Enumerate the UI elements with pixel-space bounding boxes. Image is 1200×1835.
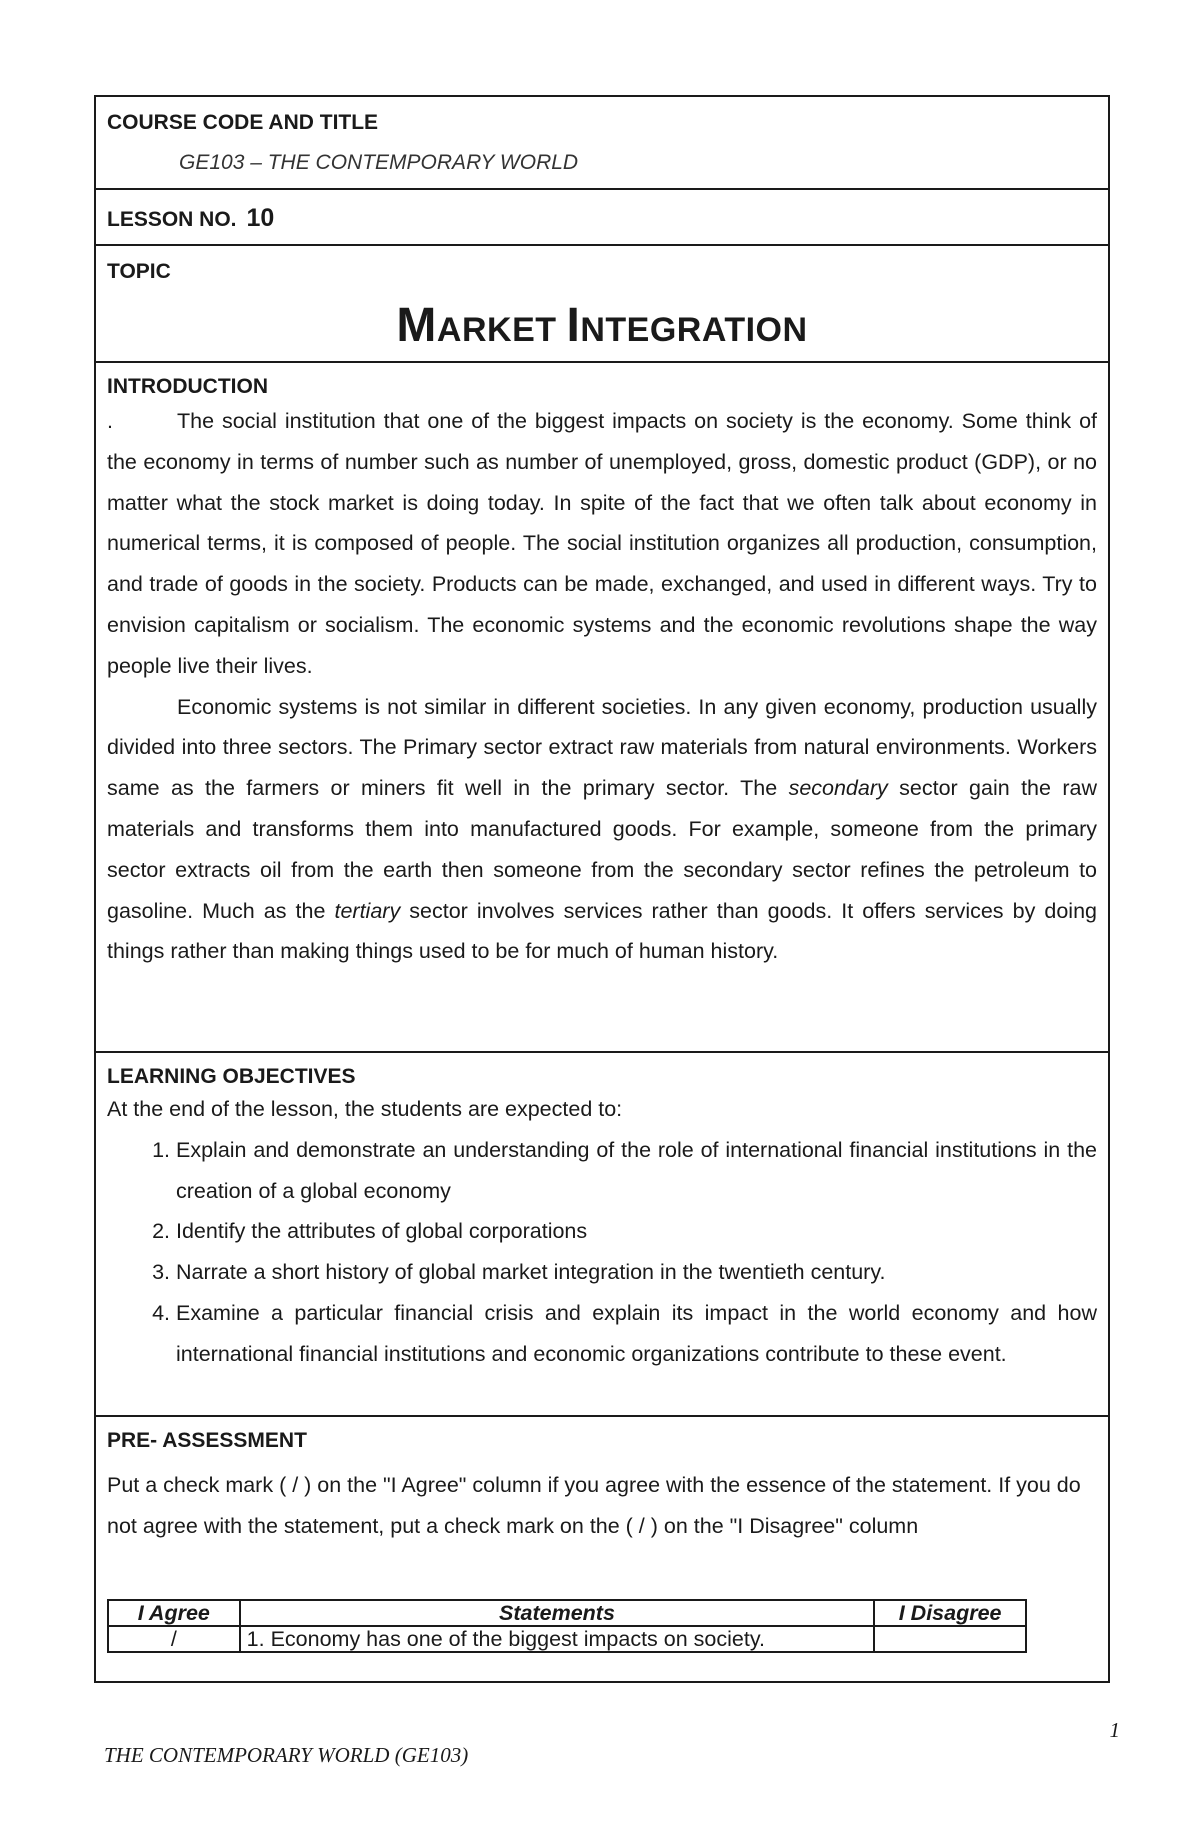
topic-section — [94, 244, 1110, 361]
header-statements: Statements — [240, 1600, 875, 1626]
lesson-page — [94, 95, 1110, 1683]
objective-item: 1. Explain and demonstrate an understanding of the role of international financial institutions in the creation of a global economy — [176, 1130, 1097, 1212]
lesson-label: LESSON NO. — [107, 208, 237, 231]
introduction-section — [94, 361, 1110, 1051]
objectives-label: LEARNING OBJECTIVES — [107, 1065, 356, 1088]
course-section — [94, 95, 1110, 188]
table-row — [108, 1626, 1026, 1652]
objective-item: 4. Examine a particular financial crisis and explain its impact in the world economy and how international financial institutions and economic organizations contribute to these event. — [176, 1293, 1097, 1375]
topic-title: MARKET INTEGRATION — [396, 299, 808, 352]
preassessment-instructions: Put a check mark ( / ) on the "I Agree" column if you agree with the essence of the statement. If you do not agree with the statement, put a check mark on the ( / ) on the "I Disagree" column — [107, 1473, 1081, 1538]
objective-item: 3. Narrate a short history of global market integration in the twentieth century. — [176, 1252, 1097, 1293]
header-i-disagree: I Disagree — [874, 1600, 1026, 1626]
lesson-row — [107, 204, 1097, 233]
objective-item: 2. Identify the attributes of global corporations — [176, 1211, 1097, 1252]
lesson-number: 10 — [246, 204, 275, 232]
preassessment-label: PRE- ASSESSMENT — [107, 1429, 307, 1452]
objectives-list — [107, 1130, 1097, 1375]
cell-statement: 1. Economy has one of the biggest impacts on society. — [240, 1626, 875, 1652]
cell-disagree[interactable] — [874, 1626, 1026, 1652]
page-number: 1 — [1109, 1718, 1120, 1742]
introduction-label: INTRODUCTION — [107, 375, 268, 398]
topic-label: TOPIC — [107, 260, 171, 283]
objectives-section — [94, 1051, 1110, 1415]
objectives-intro: At the end of the lesson, the students are expected to: — [107, 1097, 623, 1121]
header-i-agree: I Agree — [108, 1600, 240, 1626]
preassessment-table — [107, 1599, 1027, 1653]
footer-title: THE CONTEMPORARY WORLD (GE103) — [104, 1743, 469, 1767]
preassessment-section — [94, 1415, 1110, 1683]
introduction-paragraph-1: . The social institution that one of the biggest impacts on society is the economy. Some think of the economy in terms of number such as number of unemployed, gross, domestic product (GDP), or no matter what the stock market is doing today. In spite of the fact that we often talk about economy in numerical terms, it is composed of people. The social institution organizes all production, consumption, and trade of goods in the society. Products can be made, exchanged, and used in different ways. Try to envision capitalism or socialism. The economic systems and the economic revolutions shape the way people live their lives. — [107, 409, 1097, 678]
cell-agree[interactable]: / — [108, 1626, 240, 1652]
course-title: GE103 – THE CONTEMPORARY WORLD — [179, 151, 579, 174]
course-label: COURSE CODE AND TITLE — [107, 111, 379, 134]
introduction-paragraph-2: Economic systems is not similar in different societies. In any given economy, production usually divided into three sectors. The Primary sector extract raw materials from natural environments. Workers same as the farmers or miners fit well in the primary sector. The secondary sector gain the raw materials and transforms them into manufactured goods. For example, someone from the primary sector extracts oil from the earth then someone from the secondary sector refines the petroleum to gasoline. Much as the tertiary sector involves services rather than goods. It offers services by doing things rather than making things used to be for much of human history. — [107, 694, 1097, 964]
table-header-row — [108, 1600, 1026, 1626]
lesson-section — [94, 188, 1110, 244]
